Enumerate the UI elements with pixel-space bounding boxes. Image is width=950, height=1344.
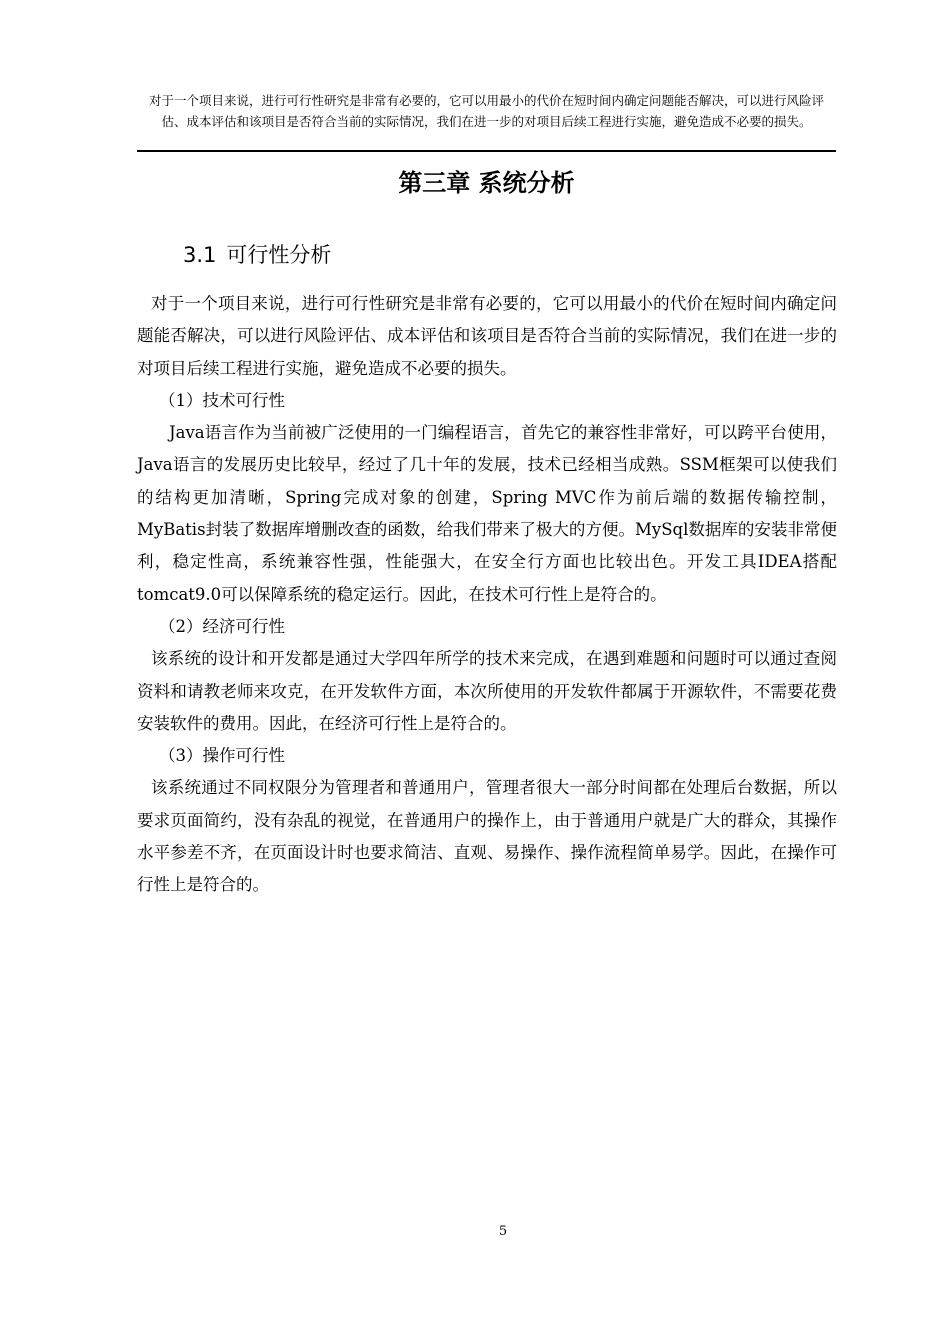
economic-feasibility-paragraph: 该系统的设计和开发都是通过大学四年所学的技术来完成，在遇到难题和问题时可以通过查阅资料和请教老师来攻克，在开发软件方面，本次所使用的开发软件都属于开源软件，不需要花费安装软件的费用。因此，在经济可行性上是符合的。 — [137, 649, 837, 733]
section-number: 3.1 — [183, 243, 217, 267]
page-number: 5 — [498, 1224, 508, 1239]
section-title: 可行性分析 — [226, 243, 332, 267]
intro-paragraph: 对于一个项目来说，进行可行性研究是非常有必要的，它可以用最小的代价在短时间内确定问题能否解决，可以进行风险评估、成本评估和该项目是否符合当前的实际情况，我们在进一步的对项目后续工程进行实施，避免造成不必要的损失。 — [137, 294, 837, 378]
body-text — [137, 288, 837, 902]
economic-feasibility-heading: （2）经济可行性 — [159, 616, 285, 636]
running-header: 对于一个项目来说，进行可行性研究是非常有必要的，它可以用最小的代价在短时间内确定问题能否解决，可以进行风险评估、成本评估和该项目是否符合当前的实际情况，我们在进一步的对项目后续工程进行实施，避免造成不必要的损失。 — [148, 93, 824, 129]
operational-feasibility-paragraph: 该系统通过不同权限分为管理者和普通用户，管理者很大一部分时间都在处理后台数据，所以要求页面简约，没有杂乱的视觉，在普通用户的操作上，由于普通用户就是广大的群众，其操作水平参差不齐，在页面设计时也要求简洁、直观、易操作、操作流程简单易学。因此，在操作可行性上是符合的。 — [137, 778, 837, 895]
tech-feasibility-heading: （1）技术可行性 — [159, 390, 285, 410]
header-divider — [137, 150, 836, 152]
operational-feasibility-heading: （3）操作可行性 — [159, 746, 285, 766]
section-heading — [183, 240, 331, 270]
chapter-title: 第三章 系统分析 — [398, 169, 575, 197]
tech-feasibility-paragraph: Java语言作为当前被广泛使用的一门编程语言，首先它的兼容性非常好，可以跨平台使用，Java语言的发展历史比较早，经过了几十年的发展，技术已经相当成熟。SSM框架可以使我们的结构更加清晰，Spring完成对象的创建，Spring MVC作为前后端的数据传输控制，MyBatis封装了数据库增删改查的函数，给我们带来了极大的方便。MySql数据库的安装非常便利，稳定性高，系统兼容性强，性能强大，在安全行方面也比较出色。开发工具IDEA搭配tomcat9.0可以保障系统的稳定运行。因此，在技术可行性上是符合的。 — [137, 423, 837, 604]
